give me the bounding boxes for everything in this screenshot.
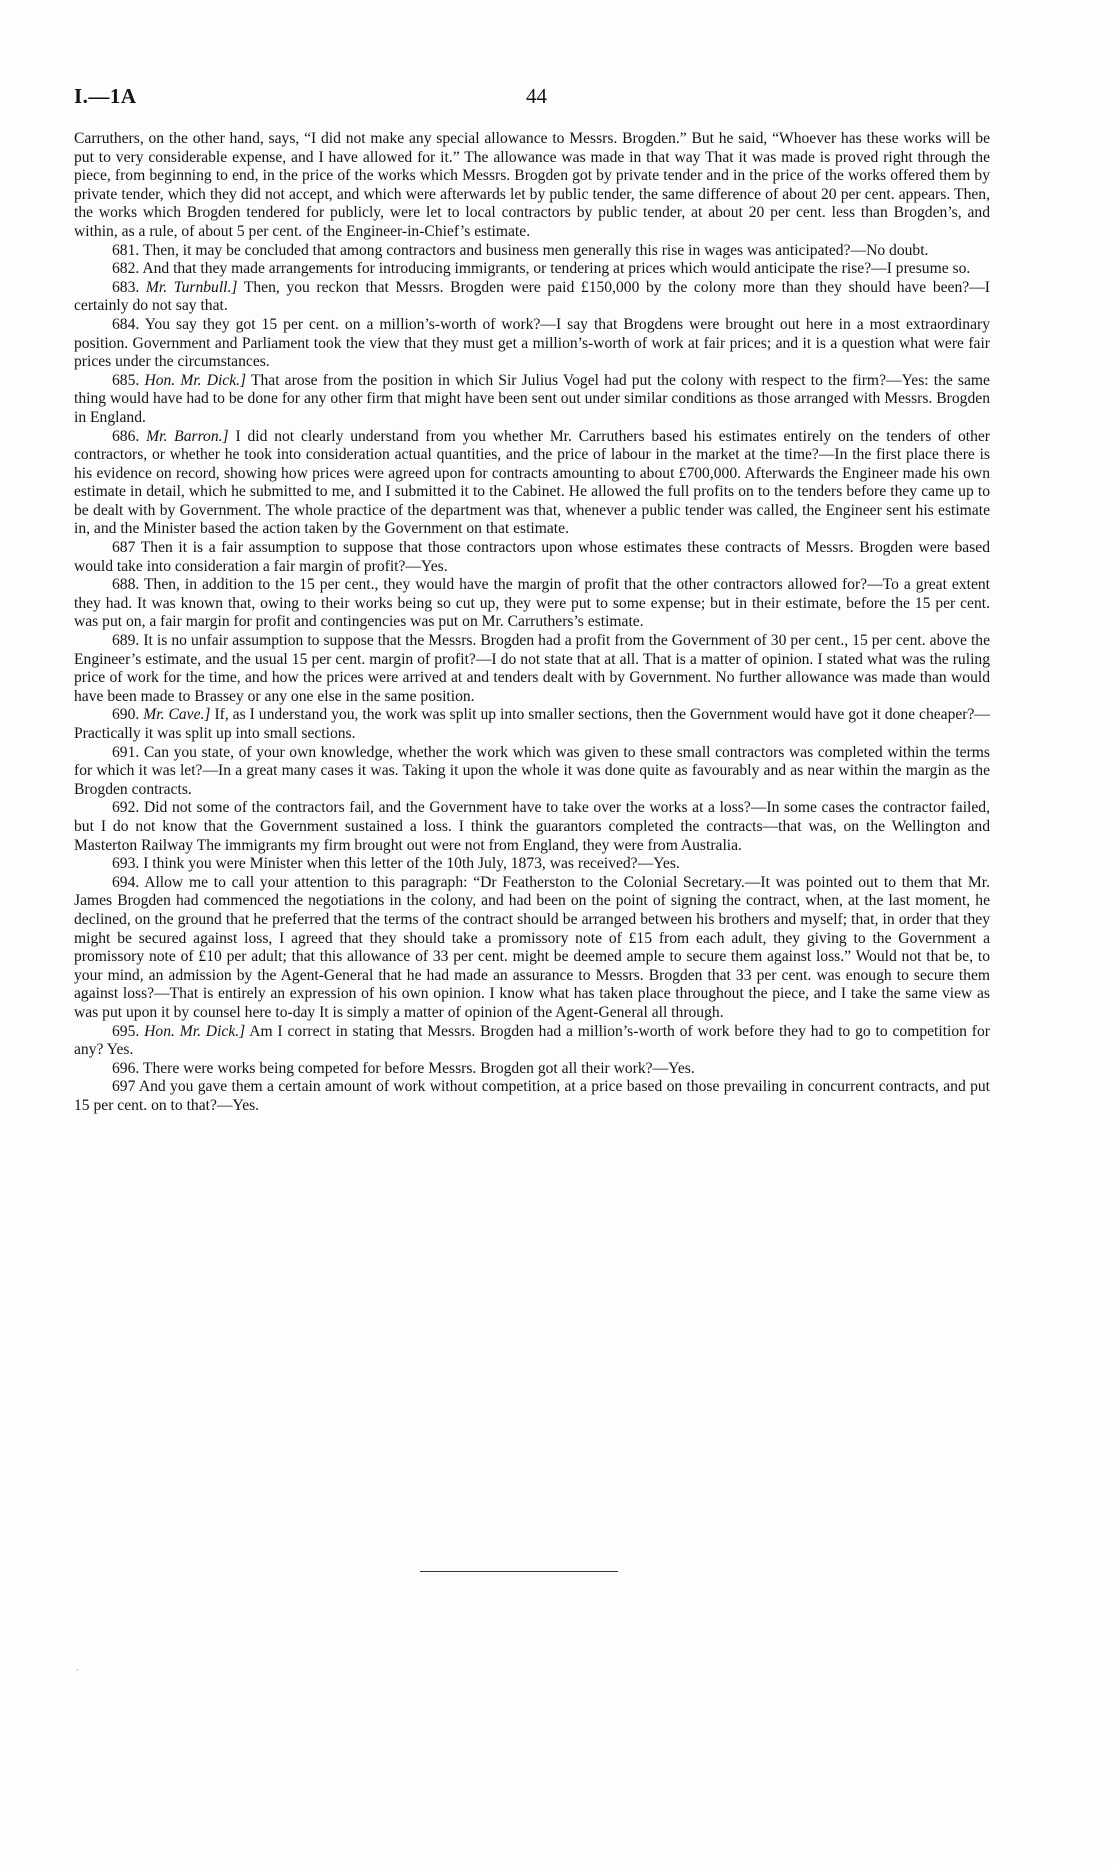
speaker-name: Mr. Turnbull.] [145, 278, 238, 296]
paragraph-692 [74, 799, 990, 855]
question-number: 683. [112, 278, 140, 296]
question-text: If, as I understand you, the work was split up into smaller sections, then the Government would have got it done cheaper?—Practically it was split up into small sections. [74, 706, 991, 742]
speaker-name: Mr. Cave.] [143, 706, 211, 724]
question-number: 692. [112, 799, 140, 817]
paragraph-689 [74, 632, 990, 706]
paragraph-682 [74, 260, 990, 279]
document-reference: I.—1A [74, 84, 137, 108]
question-text: Did not some of the contractors fail, and the Government have to take over the works at a loss?—In some cases the contractor failed, but I do not know that the Government sustained a loss. I think the guarantors completed the contracts—that was, on the Wellington and Masterton Railway The immigrants my firm brought out were not from England, they were from Australia. [74, 799, 990, 854]
question-text: Can you state, of your own knowledge, whether the work which was given to these small contractors was completed within the terms for which it was let?—In a great many cases it was. Taking it upon the whole it was done quite as favourably and as near within the margin as the Brogden contracts. [74, 743, 990, 798]
question-text: Then, in addition to the 15 per cent., they would have the margin of profit that the other contractors allowed for?—To a great extent they had. It was known that, owing to their works being so cut up, they were put to some expense; but in their estimate, before the 15 per cent. was put on, a fair margin for profit and contingencies was put on Mr. Carruthers’s estimate. [74, 576, 991, 631]
question-text: And you gave them a certain amount of work without competition, at a price based on those prevailing in concurrent contracts, and put 15 per cent. on to that?—Yes. [74, 1078, 990, 1114]
question-text: You say they got 15 per cent. on a million’s-worth of work?—I say that Brogdens were brought out here in a most extraordinary position. Government and Parliament took the view that they must get a million’s-worth of work at fair prices; and it is a question what were fair prices under the circumstances. [74, 315, 990, 371]
question-number: 689. [112, 632, 140, 650]
paragraph-691 [74, 744, 990, 800]
question-text: I did not clearly understand from you whether Mr. Carruthers based his estimates entirely on the tenders of other contractors, or whether he took into consideration actual quantities, and the price of labour in the market at the time?—In the first place there is his evidence on record, showing how prices were agreed upon for contracts amounting to about £700,000. Afterwards the Engineer made his own estimate in detail, which he submitted to me, and I submitted it to the Cabinet. He allowed the full profits on to the tenders before they came up to be dealt with by Government. The whole practice of the department was that, whenever a public tender was called, the Engineer sent his estimate in, and the Minister based the action taken by the Government on that estimate. [74, 427, 990, 538]
scan-speck: · [76, 1666, 79, 1675]
question-number: 684. [112, 315, 140, 333]
question-text: Then, you reckon that Messrs. Brogden were paid £150,000 by the colony more than they should have been?—I certainly do not say that. [74, 278, 990, 315]
question-number: 693. [112, 855, 140, 873]
speaker-name: Hon. Mr. Dick.] [144, 1022, 246, 1040]
question-number: 690. [112, 706, 140, 724]
question-text: I think you were Minister when this letter of the 10th July, 1873, was received?—Yes. [143, 855, 680, 873]
closing-rule [420, 1571, 618, 1572]
question-number: 697 [112, 1078, 136, 1096]
question-number: 682. [112, 260, 140, 278]
question-number: 691. [112, 743, 140, 761]
question-number: 694. [112, 873, 140, 891]
question-number: 695. [112, 1022, 140, 1040]
question-text: There were works being competed for before Messrs. Brogden got all their work?—Yes. [142, 1059, 695, 1077]
question-number: 688. [112, 576, 140, 594]
question-text: It is no unfair assumption to suppose that the Messrs. Brogden had a profit from the Government of 30 per cent., 15 per cent. above the Engineer’s estimate, and the usual 15 per cent. margin of profit?—I do not state that at all. That is a matter of opinion. I stated what was the ruling price of work for the time, and how the prices were arrived at and tenders dealt with by Government. No further allowance was made than would have been made to Brassey or any one else in the same position. [74, 632, 990, 705]
question-number: 686. [112, 427, 140, 445]
question-text: Then it is a fair assumption to suppose that those contractors upon whose estimates these contracts of Messrs. Brogden were based would take into consideration a fair margin of profit?—Yes. [74, 539, 990, 575]
paragraph-684 [74, 316, 990, 372]
paragraph-688 [74, 576, 990, 632]
paragraph-685 [74, 372, 990, 428]
page-number: 44 [526, 84, 547, 108]
paragraph-686 [74, 428, 990, 540]
question-number: 685. [112, 371, 140, 389]
paragraph-694 [74, 874, 990, 1023]
question-text: Am I correct in stating that Messrs. Brogden had a million’s-worth of work before they had to go to competition for any? Yes. [74, 1022, 990, 1059]
paragraph-690 [74, 706, 990, 743]
opening-paragraph: Carruthers, on the other hand, says, “I did not make any special allowance to Messrs. Brogden.” But he said, “Whoever has these works will be put to very considerable expense, and I have allowed for it.” The allowance was made in that way That it was made is proved right through the piece, from beginning to end, in the price of the works which Messrs. Brogden got by private tender and in the price of the works offered them by private tender, which they did not accept, and which were afterwards let by public tender, the same difference of about 20 per cent. appears. Then, the works which Brogden tendered for publicly, were let to local contractors by public tender, at about 20 per cent. less than Brogden’s, and within, as a rule, of about 5 per cent. of the Engineer-in-Chief’s estimate. [74, 130, 990, 240]
paragraph-687 [74, 539, 990, 576]
paragraph-697 [74, 1078, 990, 1115]
speaker-name: Hon. Mr. Dick.] [144, 371, 247, 389]
document-body [74, 130, 990, 1115]
paragraph-683 [74, 279, 990, 316]
page-header [74, 84, 990, 114]
question-number: 687 [112, 539, 136, 557]
paragraph-696 [74, 1060, 990, 1079]
question-text: Allow me to call your attention to this paragraph: “Dr Featherston to the Colonial Secretary.—It was pointed out to them that Mr. James Brogden had commenced the negotiations in the colony, and had been on the point of signing the contract, when, at the last moment, he declined, on the ground that he preferred that the terms of the contract should be arranged between his brothers and myself; that, in order that they might be secured against loss, I agreed that they should take a promissory note of £15 from each adult, they giving to the Government a promissory note of £10 per adult; that this allowance of 33 per cent. might be deemed ample to secure them against loss.” Would not that be, to your mind, an admission by the Agent-General that he had made an assurance to Messrs. Brogden that 33 per cent. was enough to secure them against loss?—That is entirely an expression of his own opinion. I know what has taken place throughout the piece, and I take the same view as was put upon it by counsel here to-day It is simply a matter of opinion of the Agent-General all through. [74, 873, 990, 1021]
speaker-name: Mr. Barron.] [146, 427, 229, 445]
paragraph-695 [74, 1023, 990, 1060]
question-number: 681. [112, 241, 140, 259]
paragraph-681 [74, 242, 990, 261]
question-text: That arose from the position in which Sir Julius Vogel had put the colony with respect to the firm?—Yes: the same thing would have had to be done for any other firm that might have been sent out under similar conditions as those arranged with Messrs. Brogden in England. [74, 371, 990, 426]
question-text: And that they made arrangements for introducing immigrants, or tendering at prices which would anticipate the rise?—I presume so. [142, 260, 971, 278]
question-number: 696. [112, 1059, 140, 1077]
paragraph-693 [74, 855, 990, 874]
question-text: Then, it may be concluded that among contractors and business men generally this rise in wages was anticipated?—No doubt. [142, 241, 929, 259]
